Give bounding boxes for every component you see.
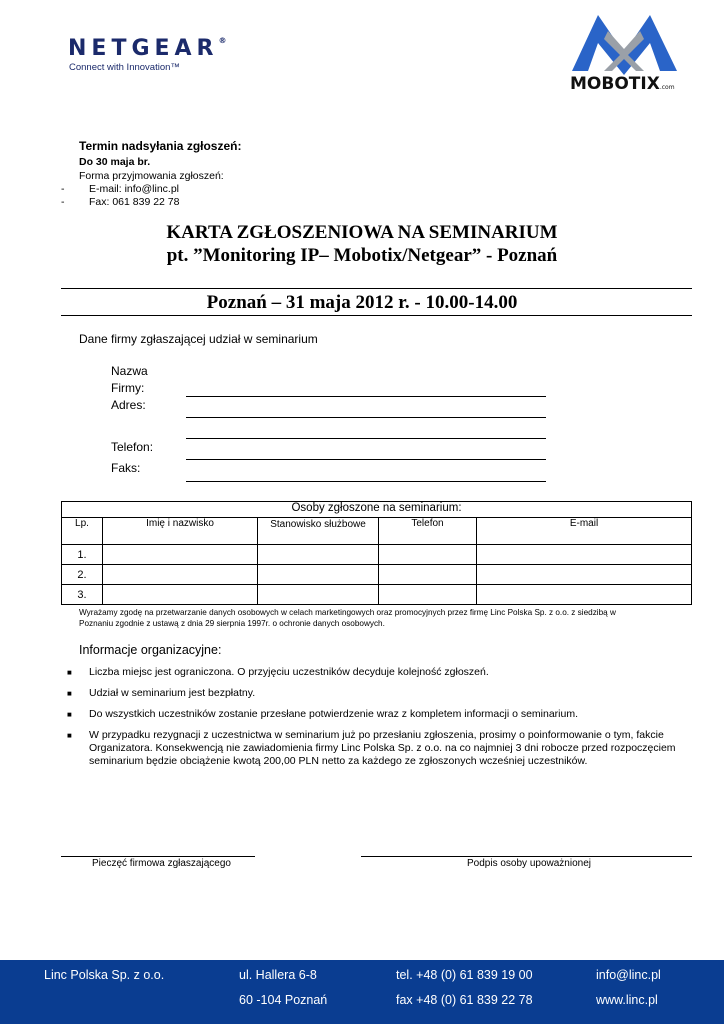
netgear-tagline: Connect with Innovation™	[69, 62, 180, 73]
footer-street: ul. Hallera 6-8	[239, 968, 317, 982]
table-row	[62, 545, 692, 565]
company-name-label-line1: Nazwa	[111, 364, 148, 378]
company-name-field[interactable]	[186, 396, 546, 397]
form-title: KARTA ZGŁOSZENIOWA NA SEMINARIUM	[166, 222, 558, 243]
table-cell-email[interactable]	[477, 545, 692, 565]
seminar-date: Poznań – 31 maja 2012 r. - 10.00-14.00	[206, 292, 518, 313]
fax-line: Fax: 061 839 22 78	[89, 196, 180, 208]
fax-dash: -	[61, 196, 65, 208]
table-cell-phone[interactable]	[379, 565, 477, 585]
footer-phone: tel. +48 (0) 61 839 19 00	[396, 968, 533, 982]
seminar-subtitle: pt. ”Monitoring IP– Mobotix/Netgear” - Poznań	[166, 245, 558, 266]
stamp-label: Pieczęć firmowa zgłaszającego	[92, 858, 231, 869]
email-dash: -	[61, 183, 65, 195]
bullet-icon: ■	[67, 689, 72, 698]
mobotix-com-suffix: .com	[659, 84, 675, 91]
table-header-email: E-mail	[477, 518, 692, 545]
company-section-label: Dane firmy zgłaszającej udział w seminarium	[79, 332, 318, 346]
table-cell-email[interactable]	[477, 585, 692, 605]
table-header-name: Imię i nazwisko	[103, 518, 258, 545]
netgear-registered-mark: ®	[218, 36, 227, 45]
title-divider-top	[61, 288, 692, 289]
table-row	[62, 565, 692, 585]
table-cell-name[interactable]	[103, 585, 258, 605]
table-row-number: 1.	[62, 545, 103, 565]
table-row-number: 2.	[62, 565, 103, 585]
table-cell-phone[interactable]	[379, 585, 477, 605]
table-cell-name[interactable]	[103, 565, 258, 585]
table-header-position: Stanowisko służbowe	[258, 518, 379, 545]
company-address-label: Adres:	[111, 398, 146, 412]
table-cell-position[interactable]	[258, 545, 379, 565]
info-item-line1: W przypadku rezygnacji z uczestnictwa w seminarium już po przesłaniu zgłoszenia, prosimy o poinformowanie o tym, fakcie	[89, 729, 664, 741]
info-heading: Informacje organizacyjne:	[79, 643, 222, 657]
company-fax-label: Faks:	[111, 461, 141, 475]
info-item-line3: seminarium będzie obciążenie kwotą 200,00 PLN netto za każdego ze zgłoszonych wcześniej uczestników.	[89, 755, 588, 767]
company-phone-field[interactable]	[186, 459, 546, 460]
consent-text-line1: Wyrażamy zgodę na przetwarzanie danych osobowych w celach marketingowych oraz promocyjnych przez firmę Linc Polska Sp. z o.o. z siedzibą w	[79, 608, 616, 617]
table-cell-email[interactable]	[477, 565, 692, 585]
table-row	[62, 585, 692, 605]
title-divider-bottom	[61, 315, 692, 316]
table-cell-position[interactable]	[258, 585, 379, 605]
signature-line[interactable]	[361, 856, 692, 857]
table-header-phone: Telefon	[379, 518, 477, 545]
table-header-lp: Lp.	[62, 518, 103, 545]
bullet-icon: ■	[67, 710, 72, 719]
bullet-icon: ■	[67, 668, 72, 677]
footer-company: Linc Polska Sp. z o.o.	[44, 968, 165, 982]
signature-label: Podpis osoby upoważnionej	[467, 858, 591, 869]
stamp-line[interactable]	[61, 856, 255, 857]
consent-text-line2: Poznaniu zgodnie z ustawą z dnia 29 sierpnia 1997r. o ochronie danych osobowych.	[79, 619, 385, 628]
footer-website-link[interactable]: www.linc.pl	[596, 993, 658, 1007]
company-phone-label: Telefon:	[111, 440, 154, 454]
footer-bar	[0, 960, 724, 1024]
deadline-label: Termin nadsyłania zgłoszeń:	[79, 139, 242, 153]
mobotix-logo-text: MOBOTIX.com	[570, 74, 675, 94]
table-row-number: 3.	[62, 585, 103, 605]
bullet-icon: ■	[67, 731, 72, 740]
netgear-logo-text: NETGEAR®	[68, 36, 227, 61]
form-label: Forma przyjmowania zgłoszeń:	[79, 170, 224, 182]
deadline-date: Do 30 maja br.	[79, 156, 151, 168]
info-item: Do wszystkich uczestników zostanie przesłane potwierdzenie wraz z kompletem informacji o seminarium.	[89, 708, 579, 720]
info-item: Udział w seminarium jest bezpłatny.	[89, 687, 256, 699]
company-name-label-line2: Firmy:	[111, 381, 145, 395]
footer-city: 60 -104 Poznań	[239, 993, 328, 1007]
company-address-field[interactable]	[186, 417, 546, 418]
participants-table	[61, 501, 692, 605]
participants-table-caption: Osoby zgłoszone na seminarium:	[62, 502, 692, 518]
email-line: E-mail: info@linc.pl	[89, 183, 180, 195]
table-cell-position[interactable]	[258, 565, 379, 585]
info-item: Liczba miejsc jest ograniczona. O przyjęciu uczestników decyduje kolejność zgłoszeń.	[89, 666, 489, 678]
footer-fax: fax +48 (0) 61 839 22 78	[396, 993, 533, 1007]
company-address-field-2[interactable]	[186, 438, 546, 439]
info-item-line2: Organizatora. Konsekwencją nie zawiadomienia firmy Linc Polska Sp. z o.o. na co najmniej 3 dni robocze przed rozpoczęciem	[89, 742, 676, 754]
company-fax-field[interactable]	[186, 481, 546, 482]
table-cell-phone[interactable]	[379, 545, 477, 565]
table-cell-name[interactable]	[103, 545, 258, 565]
footer-email-link[interactable]: info@linc.pl	[596, 968, 661, 982]
